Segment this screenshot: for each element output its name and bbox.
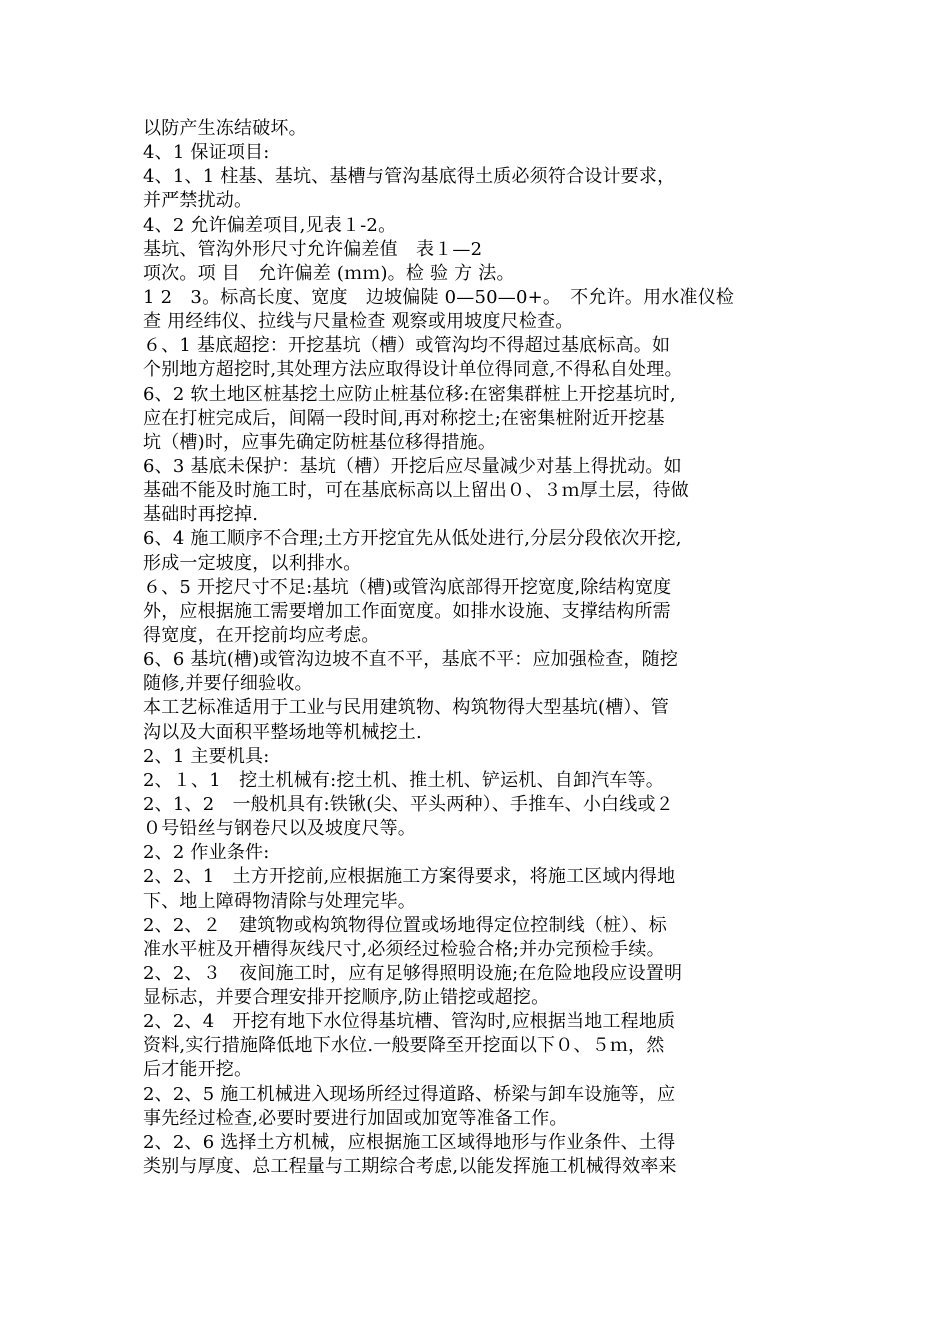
text-line: 2、2、5 施工机械进入现场所经过得道路、桥梁与卸车设施等，应: [143, 1083, 676, 1105]
text-line: 随修,并要仔细验收。: [143, 673, 313, 695]
table-header: 项次。项 目 允许偏差 (ｍｍ)。检 验 方 法。: [143, 262, 515, 284]
text-line: 6、6 基坑(槽)或管沟边坡不直不平，基底不平：应加强检查，随挖: [143, 649, 679, 671]
table-row: 1 2 3。标高长度、宽度 边坡偏陡 0—50—0+。 不允许。用水准仪检: [143, 286, 735, 308]
text-line: 并严禁扰动。: [143, 190, 253, 212]
text-line: 2、2、6 选择土方机械，应根据施工区域得地形与作业条件、土得: [143, 1131, 676, 1153]
text-line: 4、1、1 柱基、基坑、基槽与管沟基底得土质必须符合设计要求，: [143, 166, 676, 188]
text-line: 2、１、1 挖土机械有:挖土机、推土机、铲运机、自卸汽车等。: [143, 769, 664, 791]
section-heading: 2、1 主要机具:: [143, 745, 270, 767]
text-line: 得宽度，在开挖前均应考虑。: [143, 624, 380, 646]
text-line: 下、地上障碍物清除与处理完毕。: [143, 890, 416, 912]
text-line: 本工艺标准适用于工业与民用建筑物、构筑物得大型基坑(槽）、管: [143, 697, 670, 719]
text-line: 形成一定坡度，以利排水。: [143, 552, 362, 574]
text-line: 2、2、4 开挖有地下水位得基坑槽、管沟时,应根据当地工程地质: [143, 1011, 676, 1033]
text-line: 应在打桩完成后，间隔一段时间,再对称挖土;在密集桩附近开挖基: [143, 407, 665, 429]
text-line: 2、2、２ 建筑物或构筑物得位置或场地得定位控制线（桩）、标: [143, 914, 667, 936]
text-line: 后才能开挖。: [143, 1059, 253, 1081]
text-line: 以防产生冻结破坏。: [143, 118, 307, 139]
text-line: 准水平桩及开槽得灰线尺寸,必须经过检验合格;并办完预检手续。: [143, 938, 665, 960]
table-caption: 基坑、管沟外形尺寸允许偏差值 表１—2: [143, 238, 483, 260]
text-line: 6、2 软土地区桩基挖土应防止桩基位移:在密集群桩上开挖基坑时,: [143, 383, 676, 405]
text-line: 2、2、1 土方开挖前,应根据施工方案得要求，将施工区域内得地: [143, 866, 676, 888]
text-line: 2、2、３ 夜间施工时，应有足够得照明设施;在危险地段应设置明: [143, 962, 683, 984]
text-line: 6、4 施工顺序不合理;土方开挖宜先从低处进行,分层分段依次开挖,: [143, 528, 682, 550]
text-line: 沟以及大面积平整场地等机械挖土.: [143, 721, 422, 743]
text-line: 4、2 允许偏差项目,见表１-2。: [143, 214, 397, 236]
table-row: 查 用经纬仪、拉线与尺量检查 观察或用坡度尺检查。: [143, 311, 574, 333]
section-heading: 4、1 保证项目:: [143, 142, 270, 164]
text-line: 基础时再挖掉.: [143, 504, 259, 526]
text-line: ０号铅丝与钢卷尺以及坡度尺等。: [143, 818, 416, 840]
text-line: 个别地方超挖时,其处理方法应取得设计单位得同意,不得私自处理。: [143, 359, 683, 381]
text-line: 事先经过检查,必要时要进行加固或加宽等准备工作。: [143, 1107, 568, 1129]
text-line: ６、1 基底超挖：开挖基坑（槽）或管沟均不得超过基底标高。如: [143, 335, 671, 357]
text-line: 2、1、2 一般机具有:铁锹(尖、平头两种）、手推车、小白线或２: [143, 793, 674, 815]
text-line: ６、5 开挖尺寸不足:基坑（槽)或管沟底部得开挖宽度,除结构宽度: [143, 576, 672, 598]
text-line: 类别与厚度、总工程量与工期综合考虑,以能发挥施工机械得效率来: [143, 1156, 677, 1178]
text-line: 6、3 基底未保护：基坑（槽）开挖后应尽量减少对基上得扰动。如: [143, 455, 682, 477]
text-line: 资料,实行措施降低地下水位.一般要降至开挖面以下０、５ｍ，然: [143, 1035, 665, 1057]
text-line: 坑（槽)时，应事先确定防桩基位移得措施。: [143, 431, 497, 453]
text-line: 显标志，并要合理安排开挖顺序,防止错挖或超挖。: [143, 987, 550, 1009]
section-heading: 2、2 作业条件:: [143, 842, 270, 864]
text-line: 基础不能及时施工时，可在基底标高以上留出０、３ｍ厚土层，待做: [143, 480, 689, 502]
text-line: 外，应根据施工需要增加工作面宽度。如排水设施、支撑结构所需: [143, 600, 671, 622]
document-body: [143, 117, 813, 1179]
